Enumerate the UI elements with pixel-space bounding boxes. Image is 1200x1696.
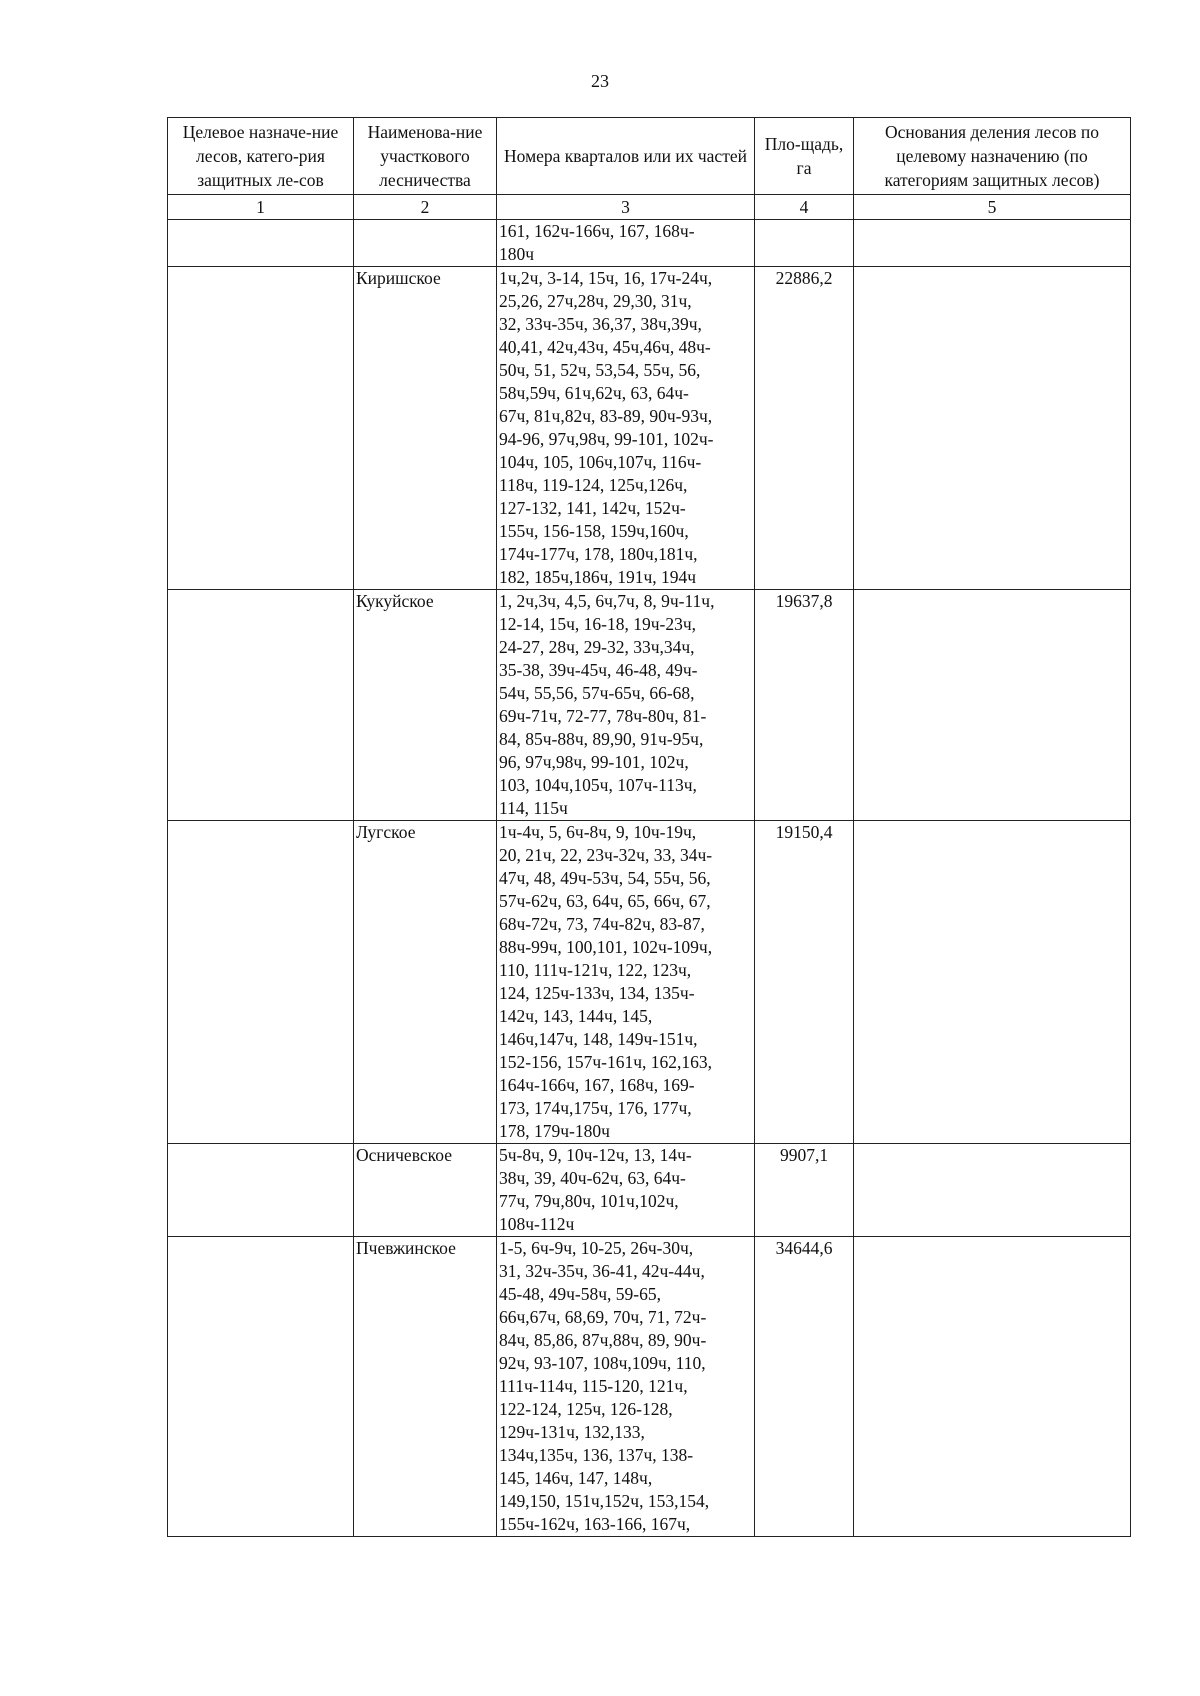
basis-cell — [854, 267, 1131, 590]
header-area: Пло-щадь, га — [755, 118, 854, 195]
quarters-cell: 1ч,2ч, 3-14, 15ч, 16, 17ч-24ч, 25,26, 27ч,28ч, 29,30, 31ч, 32, 33ч-35ч, 36,37, 38ч,39ч, 40,41, 42ч,43ч, 45ч,46ч, 48ч- 50ч, 51, 52ч, 53,54, 55ч, 56, 58ч,59ч, 61ч,62ч, 63, 64ч- 67ч, 81ч,82ч, 83-89, 90ч-93ч, 94-96, 97ч,98ч, 99-101, 102ч- 104ч, 105, 106ч,107ч, 116ч- 118ч, 119-124, 125ч,126ч, 127-132, 141, 142ч, 152ч- 155ч, 156-158, 159ч,160ч, 174ч-177ч, 178, 180ч,181ч, 182, 185ч,186ч, 191ч, 194ч — [497, 267, 755, 590]
header-quarters: Номера кварталов или их частей — [497, 118, 755, 195]
district-cell: Киришское — [354, 267, 497, 590]
header-district: Наименова-ние участкового лесничества — [354, 118, 497, 195]
column-number: 4 — [755, 195, 854, 220]
header-purpose: Целевое назначе-ние лесов, катего-рия защитных ле-сов — [168, 118, 354, 195]
area-cell: 19637,8 — [755, 590, 854, 821]
column-number: 3 — [497, 195, 755, 220]
district-cell: Кукуйское — [354, 590, 497, 821]
area-cell — [755, 220, 854, 267]
quarters-cell: 5ч-8ч, 9, 10ч-12ч, 13, 14ч- 38ч, 39, 40ч-62ч, 63, 64ч- 77ч, 79ч,80ч, 101ч,102ч, 108ч-112ч — [497, 1144, 755, 1237]
basis-cell — [854, 1237, 1131, 1537]
district-cell — [354, 220, 497, 267]
area-cell: 19150,4 — [755, 821, 854, 1144]
purpose-cell — [168, 220, 354, 267]
table-header-row — [168, 118, 1131, 195]
quarters-cell: 1ч-4ч, 5, 6ч-8ч, 9, 10ч-19ч, 20, 21ч, 22, 23ч-32ч, 33, 34ч- 47ч, 48, 49ч-53ч, 54, 55ч, 56, 57ч-62ч, 63, 64ч, 65, 66ч, 67, 68ч-72ч, 73, 74ч-82ч, 83-87, 88ч-99ч, 100,101, 102ч-109ч, 110, 111ч-121ч, 122, 123ч, 124, 125ч-133ч, 134, 135ч- 142ч, 143, 144ч, 145, 146ч,147ч, 148, 149ч-151ч, 152-156, 157ч-161ч, 162,163, 164ч-166ч, 167, 168ч, 169- 173, 174ч,175ч, 176, 177ч, 178, 179ч-180ч — [497, 821, 755, 1144]
column-number: 1 — [168, 195, 354, 220]
basis-cell — [854, 590, 1131, 821]
purpose-cell — [168, 821, 354, 1144]
table-row — [168, 1144, 1131, 1237]
area-cell: 9907,1 — [755, 1144, 854, 1237]
column-number: 2 — [354, 195, 497, 220]
purpose-cell — [168, 1237, 354, 1537]
header-basis: Основания деления лесов по целевому назначению (по категориям защитных лесов) — [854, 118, 1131, 195]
purpose-cell — [168, 590, 354, 821]
table-row — [168, 590, 1131, 821]
area-cell: 34644,6 — [755, 1237, 854, 1537]
quarters-cell: 1-5, 6ч-9ч, 10-25, 26ч-30ч, 31, 32ч-35ч, 36-41, 42ч-44ч, 45-48, 49ч-58ч, 59-65, 66ч,67ч, 68,69, 70ч, 71, 72ч- 84ч, 85,86, 87ч,88ч, 89, 90ч- 92ч, 93-107, 108ч,109ч, 110, 111ч-114ч, 115-120, 121ч, 122-124, 125ч, 126-128, 129ч-131ч, 132,133, 134ч,135ч, 136, 137ч, 138- 145, 146ч, 147, 148ч, 149,150, 151ч,152ч, 153,154, 155ч-162ч, 163-166, 167ч, — [497, 1237, 755, 1537]
district-cell: Лугское — [354, 821, 497, 1144]
column-number-row — [168, 195, 1131, 220]
purpose-cell — [168, 267, 354, 590]
basis-cell — [854, 220, 1131, 267]
forest-quarters-table — [167, 117, 1131, 1537]
basis-cell — [854, 821, 1131, 1144]
purpose-cell — [168, 1144, 354, 1237]
area-cell: 22886,2 — [755, 267, 854, 590]
quarters-cell: 1, 2ч,3ч, 4,5, 6ч,7ч, 8, 9ч-11ч, 12-14, 15ч, 16-18, 19ч-23ч, 24-27, 28ч, 29-32, 33ч,34ч, 35-38, 39ч-45ч, 46-48, 49ч- 54ч, 55,56, 57ч-65ч, 66-68, 69ч-71ч, 72-77, 78ч-80ч, 81- 84, 85ч-88ч, 89,90, 91ч-95ч, 96, 97ч,98ч, 99-101, 102ч, 103, 104ч,105ч, 107ч-113ч, 114, 115ч — [497, 590, 755, 821]
table-row — [168, 821, 1131, 1144]
table-row — [168, 220, 1131, 267]
basis-cell — [854, 1144, 1131, 1237]
district-cell: Пчевжинское — [354, 1237, 497, 1537]
table-row — [168, 267, 1131, 590]
district-cell: Осничевское — [354, 1144, 497, 1237]
quarters-cell: 161, 162ч-166ч, 167, 168ч- 180ч — [497, 220, 755, 267]
column-number: 5 — [854, 195, 1131, 220]
table-row — [168, 1237, 1131, 1537]
page-number: 23 — [591, 71, 609, 91]
